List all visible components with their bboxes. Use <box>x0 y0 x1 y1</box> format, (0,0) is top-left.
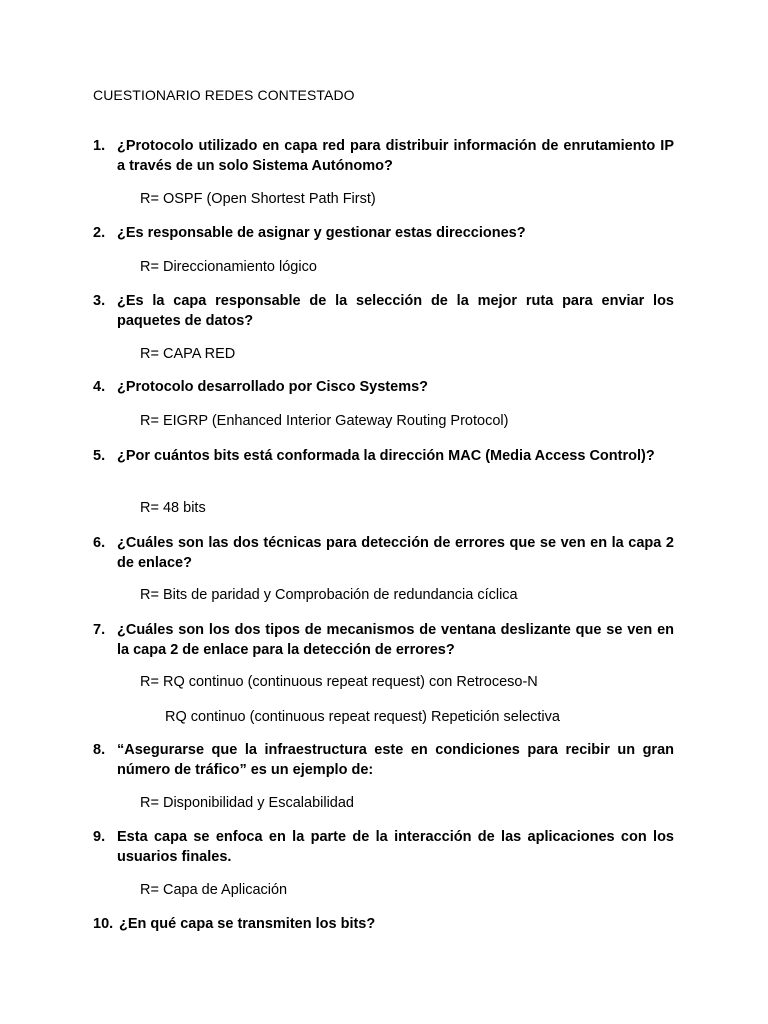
answer-7b: RQ continuo (continuous repeat request) Repetición selectiva <box>165 709 560 725</box>
answer-7a: R= RQ continuo (continuous repeat request) con Retroceso-N <box>140 674 538 690</box>
question-3 <box>93 291 674 331</box>
question-number: 6. <box>93 535 106 551</box>
question-text: ¿Es la capa responsable de la selección de la mejor ruta para enviar los paquetes de datos? <box>117 293 674 329</box>
question-7 <box>93 620 674 660</box>
question-number: 3. <box>93 293 106 309</box>
question-number: 9. <box>93 829 106 845</box>
question-text: ¿Cuáles son los dos tipos de mecanismos de ventana deslizante que se ven en la capa 2 de enlace para la detección de errores? <box>117 622 674 658</box>
answer-8: R= Disponibilidad y Escalabilidad <box>140 795 354 811</box>
question-9 <box>93 827 674 867</box>
answer-2: R= Direccionamiento lógico <box>140 259 317 275</box>
question-text: Esta capa se enfoca en la parte de la interacción de las aplicaciones con los usuarios finales. <box>117 829 674 865</box>
document-title: CUESTIONARIO REDES CONTESTADO <box>93 87 355 103</box>
answer-9: R= Capa de Aplicación <box>140 882 288 898</box>
question-number: 1. <box>93 138 106 154</box>
question-8 <box>93 740 674 780</box>
answer-3: R= CAPA RED <box>140 346 236 362</box>
answer-5: R= 48 bits <box>140 500 206 516</box>
question-text: ¿Por cuántos bits está conformada la dirección MAC (Media Access Control)? <box>117 448 655 464</box>
question-1 <box>93 136 674 176</box>
question-text: ¿Protocolo desarrollado por Cisco Systems? <box>117 379 429 395</box>
question-10 <box>93 914 674 934</box>
question-text: ¿Cuáles son las dos técnicas para detección de errores que se ven en la capa 2 de enlace? <box>117 535 674 571</box>
question-2 <box>93 223 674 243</box>
question-text: ¿Protocolo utilizado en capa red para distribuir información de enrutamiento IP a través de un solo Sistema Autónomo? <box>117 138 674 174</box>
question-5 <box>93 446 674 466</box>
answer-4: R= EIGRP (Enhanced Interior Gateway Routing Protocol) <box>140 413 509 429</box>
question-text: ¿En qué capa se transmiten los bits? <box>119 916 376 932</box>
question-6 <box>93 533 674 573</box>
question-number: 10. <box>93 916 114 932</box>
question-number: 2. <box>93 225 106 241</box>
question-number: 5. <box>93 448 106 464</box>
answer-1: R= OSPF (Open Shortest Path First) <box>140 191 376 207</box>
question-number: 4. <box>93 379 106 395</box>
question-text: “Asegurarse que la infraestructura este en condiciones para recibir un gran número de tráfico” es un ejemplo de: <box>117 742 674 778</box>
question-number: 7. <box>93 622 106 638</box>
question-number: 8. <box>93 742 106 758</box>
question-text: ¿Es responsable de asignar y gestionar estas direcciones? <box>117 225 526 241</box>
answer-6: R= Bits de paridad y Comprobación de redundancia cíclica <box>140 587 518 603</box>
question-4 <box>93 377 674 397</box>
